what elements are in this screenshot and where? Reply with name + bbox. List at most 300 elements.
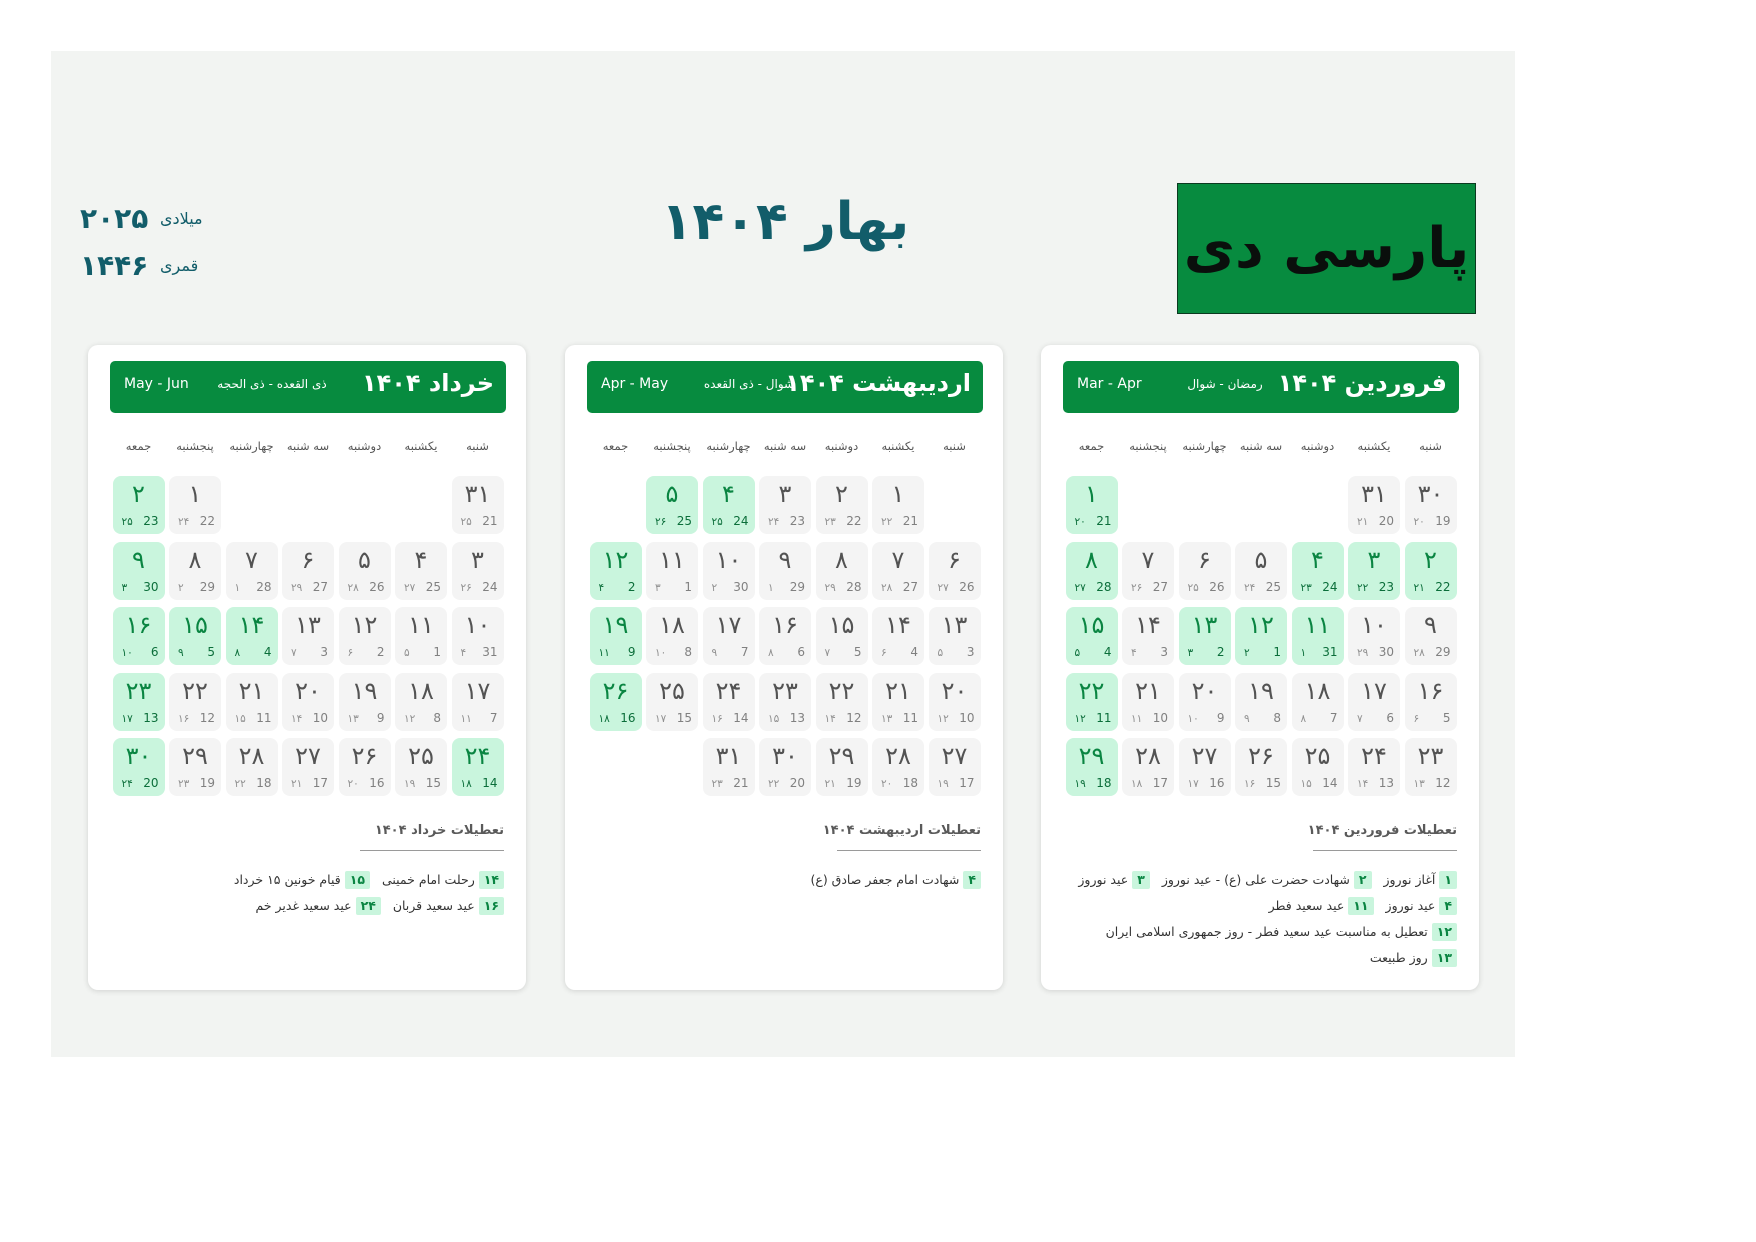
holiday-day-badge: ۱۱: [1348, 897, 1373, 915]
lunar-day: ۱۶: [178, 712, 190, 725]
gregorian-day: 29: [1435, 645, 1451, 659]
day-cell[interactable]: [759, 476, 811, 534]
persian-day: ۳: [1367, 545, 1381, 574]
lunar-day: ۳: [121, 581, 128, 594]
lunar-day: ۱۴: [291, 712, 303, 725]
holiday-day-badge: ۱۴: [479, 871, 504, 889]
persian-day: ۲۶: [1248, 742, 1274, 770]
day-cell-holiday[interactable]: [1405, 542, 1457, 600]
persian-day: ۲۰: [295, 676, 321, 705]
lunar-day: ۱۲: [1074, 712, 1086, 725]
gregorian-day: 4: [910, 645, 918, 659]
day-cell-holiday[interactable]: [1235, 607, 1287, 665]
lunar-day: ۲۶: [655, 516, 667, 528]
persian-day: ۶: [301, 545, 315, 574]
lunar-day: ۵: [1074, 647, 1081, 659]
persian-day: ۱۱: [1304, 611, 1331, 639]
day-cell-holiday[interactable]: [113, 673, 165, 731]
day-cell[interactable]: [1348, 476, 1400, 534]
day-cell-holiday[interactable]: [113, 542, 165, 600]
persian-day: ۲۷: [941, 742, 968, 770]
lunar-day: ۱۸: [460, 778, 472, 790]
persian-day: ۷: [891, 545, 905, 574]
day-cell[interactable]: [1235, 738, 1287, 796]
gregorian-day: 25: [425, 579, 441, 594]
lunar-day: ۲۰: [347, 778, 359, 790]
weekday-label: جمعه: [602, 439, 629, 453]
persian-day: ۲۱: [885, 676, 911, 705]
gregorian-day: 30: [143, 579, 159, 594]
day-cell[interactable]: [759, 607, 811, 665]
day-cell[interactable]: [226, 542, 278, 600]
day-cell[interactable]: [169, 542, 221, 600]
day-cell[interactable]: [452, 476, 504, 534]
holiday-item: [1386, 898, 1457, 913]
gregorian-day: 1: [1273, 645, 1281, 659]
lunar-day: ۱۳: [1413, 778, 1425, 790]
gregorian-day: 11: [256, 710, 272, 725]
weekday-header: [587, 435, 983, 459]
day-cell[interactable]: [872, 738, 924, 796]
day-cell[interactable]: [1122, 607, 1174, 665]
lunar-day: ۲۴: [121, 778, 133, 790]
month-name: خرداد ۱۴۰۴: [361, 369, 494, 397]
persian-day: ۱۵: [828, 611, 855, 639]
day-cell[interactable]: [452, 607, 504, 665]
gregorian-months: Apr - May: [601, 376, 669, 392]
day-cell[interactable]: [759, 542, 811, 600]
lunar-day: ۱۳: [347, 712, 359, 725]
day-cell[interactable]: [226, 738, 278, 796]
gregorian-day: 28: [846, 579, 862, 594]
holiday-item: [1269, 898, 1374, 913]
day-cell[interactable]: [226, 673, 278, 731]
day-cell[interactable]: [339, 738, 391, 796]
lunar-day: ۲۳: [178, 778, 190, 790]
day-cell[interactable]: [703, 542, 755, 600]
holiday-text: شهادت حضرت علی (ع) - عید نوروز: [1161, 872, 1350, 887]
day-cell[interactable]: [816, 476, 868, 534]
lunar-day: ۴: [598, 581, 605, 594]
persian-day: ۱۲: [1248, 611, 1274, 639]
day-cell-holiday[interactable]: [1066, 542, 1118, 600]
day-cell[interactable]: [339, 607, 391, 665]
day-cell[interactable]: [395, 738, 447, 796]
gregorian-day: 21: [902, 514, 918, 528]
lunar-months: شوال - ذی القعده: [703, 377, 795, 391]
lunar-day: ۱۷: [1187, 778, 1199, 790]
lunar-day: ۷: [1357, 712, 1363, 725]
day-cell[interactable]: [282, 673, 334, 731]
day-cell[interactable]: [646, 607, 698, 665]
lunar-day: ۲: [178, 581, 184, 594]
persian-day: ۲۵: [1304, 742, 1331, 770]
day-cell[interactable]: [703, 607, 755, 665]
holiday-item: [393, 898, 504, 913]
holiday-item: [1383, 872, 1457, 887]
lunar-day: ۲۷: [937, 581, 949, 594]
lunar-day: ۱۲: [404, 712, 416, 725]
lunar-day: ۶: [881, 647, 887, 659]
gregorian-day: 4: [263, 645, 272, 659]
persian-day: ۸: [188, 545, 202, 574]
holidays-divider: [360, 850, 504, 851]
day-cell[interactable]: [169, 476, 221, 534]
day-cell[interactable]: [1292, 673, 1344, 731]
persian-day: ۱۳: [1191, 611, 1218, 639]
gregorian-day: 1: [684, 579, 692, 594]
lunar-day: ۲: [711, 581, 718, 594]
day-cell[interactable]: [452, 542, 504, 600]
persian-day: ۲۲: [828, 676, 855, 705]
persian-day: ۲۵: [659, 676, 685, 705]
day-cell[interactable]: [929, 542, 981, 600]
day-cell[interactable]: [282, 542, 334, 600]
day-cell[interactable]: [395, 673, 447, 731]
persian-day: ۱۷: [464, 676, 491, 705]
lunar-day: ۱۵: [234, 712, 246, 725]
gregorian-day: 22: [199, 514, 215, 528]
holiday-day-badge: ۴: [963, 871, 981, 889]
day-cell-holiday[interactable]: [113, 738, 165, 796]
persian-day: ۱: [188, 480, 202, 508]
lunar-day: ۴: [460, 647, 467, 659]
day-cell-holiday[interactable]: [169, 607, 221, 665]
gregorian-day: 14: [482, 776, 498, 790]
lunar-day: ۶: [347, 647, 354, 659]
persian-day: ۴: [1311, 545, 1324, 574]
gregorian-day: 26: [369, 579, 385, 594]
day-cell[interactable]: [169, 673, 221, 731]
gregorian-day: 15: [425, 776, 441, 790]
gregorian-day: 16: [1209, 776, 1225, 790]
persian-day: ۲۶: [351, 742, 378, 770]
gregorian-day: 25: [1265, 579, 1281, 594]
gregorian-day: 15: [676, 710, 692, 725]
day-cell-holiday[interactable]: [452, 738, 504, 796]
day-cell[interactable]: [1405, 607, 1457, 665]
holiday-text: روز طبیعت: [1369, 950, 1428, 965]
lunar-day: ۷: [291, 647, 297, 659]
month-card-ordibehesht: [565, 345, 1003, 990]
day-cell-holiday[interactable]: [590, 607, 642, 665]
gregorian-day: 29: [199, 579, 215, 594]
day-cell[interactable]: [1292, 738, 1344, 796]
lunar-day: ۶: [1413, 712, 1420, 725]
day-cell[interactable]: [1405, 476, 1457, 534]
day-cell-holiday[interactable]: [590, 673, 642, 731]
lunar-day: ۲۲: [881, 516, 893, 528]
day-cell[interactable]: [282, 738, 334, 796]
day-cell[interactable]: [703, 738, 755, 796]
gregorian-day: 2: [1216, 645, 1225, 659]
persian-day: ۲۶: [602, 676, 629, 705]
gregorian-day: 5: [853, 645, 862, 659]
day-cell[interactable]: [816, 542, 868, 600]
holiday-text: عید نوروز: [1078, 872, 1129, 887]
holiday-day-badge: ۱۳: [1432, 949, 1457, 967]
lunar-day: ۲۷: [404, 581, 416, 594]
day-cell-holiday[interactable]: [1179, 607, 1231, 665]
day-cell[interactable]: [929, 607, 981, 665]
gregorian-day: 11: [1096, 710, 1112, 725]
day-cell[interactable]: [872, 673, 924, 731]
month-header: [1063, 361, 1459, 413]
day-cell-holiday[interactable]: [1066, 476, 1118, 534]
gregorian-day: 17: [1152, 776, 1168, 790]
lunar-months: رمضان - شوال: [1187, 377, 1263, 391]
lunar-day: ۱۰: [1187, 712, 1199, 725]
gregorian-day: 11: [902, 710, 918, 725]
lunar-day: ۱۹: [1074, 778, 1086, 790]
gregorian-day: 7: [489, 710, 498, 725]
day-cell-holiday[interactable]: [590, 542, 642, 600]
persian-day: ۳۱: [1361, 480, 1387, 508]
lunar-day: ۲۴: [178, 516, 190, 528]
day-cell[interactable]: [1179, 673, 1231, 731]
holiday-item: [255, 898, 380, 913]
persian-day: ۲۱: [1135, 676, 1161, 705]
weekday-label: جمعه: [125, 439, 152, 453]
gregorian-day: 20: [1378, 514, 1394, 528]
day-cell[interactable]: [282, 607, 334, 665]
persian-day: ۱۷: [1361, 676, 1387, 705]
persian-day: ۳۱: [464, 480, 491, 508]
lunar-day: ۱۱: [598, 647, 610, 659]
gregorian-day: 18: [256, 776, 272, 790]
gregorian-day: 2: [376, 645, 385, 659]
lunar-day: ۲۸: [1413, 647, 1425, 659]
gregorian-day: 17: [959, 776, 975, 790]
persian-day: ۱۶: [1417, 676, 1444, 705]
day-cell[interactable]: [1122, 542, 1174, 600]
lunar-day: ۱: [234, 581, 241, 594]
persian-day: ۱۴: [885, 611, 911, 639]
persian-day: ۲۴: [1361, 742, 1387, 770]
weekday-label: چهارشنبه: [1182, 439, 1227, 453]
day-cell-holiday[interactable]: [226, 607, 278, 665]
gregorian-day: 24: [1322, 579, 1338, 594]
weekday-label: سه شنبه: [286, 439, 330, 453]
lunar-day: ۵: [404, 647, 410, 659]
persian-day: ۶: [1198, 545, 1211, 574]
day-cell[interactable]: [872, 542, 924, 600]
day-cell[interactable]: [1405, 738, 1457, 796]
holiday-text: تعطیل به مناسبت عید سعید فطر - روز جمهوری اسلامی ایران: [1105, 924, 1428, 939]
day-cell[interactable]: [339, 542, 391, 600]
day-cell[interactable]: [395, 542, 447, 600]
gregorian-year-value: ۲۰۲۵: [80, 201, 149, 235]
day-cell[interactable]: [1235, 673, 1287, 731]
lunar-day: ۲۱: [291, 778, 303, 790]
gregorian-day: 17: [312, 776, 328, 790]
day-cell[interactable]: [929, 673, 981, 731]
day-cell[interactable]: [1179, 542, 1231, 600]
day-cell-holiday[interactable]: [1292, 542, 1344, 600]
persian-day: ۷: [245, 545, 258, 574]
day-cell[interactable]: [816, 673, 868, 731]
holiday-day-badge: ۴: [1439, 897, 1457, 915]
persian-day: ۸: [1085, 545, 1098, 574]
gregorian-day: 3: [1160, 645, 1168, 659]
lunar-day: ۲۰: [881, 778, 893, 790]
weekday-label: پنجشنبه: [1129, 439, 1167, 453]
lunar-day: ۱۱: [460, 712, 472, 725]
lunar-day: ۹: [178, 647, 184, 659]
day-cell[interactable]: [646, 542, 698, 600]
lunar-day: ۲۰: [1074, 516, 1086, 528]
lunar-day: ۲۵: [121, 516, 133, 528]
day-cell[interactable]: [395, 607, 447, 665]
gregorian-day: 26: [1209, 579, 1225, 594]
gregorian-day: 26: [959, 579, 975, 594]
day-cell-holiday[interactable]: [1066, 673, 1118, 731]
day-cell[interactable]: [759, 738, 811, 796]
lunar-day: ۱۹: [937, 778, 949, 790]
month-card-farvardin: [1041, 345, 1479, 990]
day-cell-holiday[interactable]: [1292, 607, 1344, 665]
gregorian-day: 24: [482, 579, 498, 594]
gregorian-day: 6: [1386, 710, 1394, 725]
weekday-label: سه شنبه: [1239, 439, 1283, 453]
holiday-text: عید سعید غدیر خم: [255, 898, 352, 913]
day-cell[interactable]: [1122, 673, 1174, 731]
day-cell-holiday[interactable]: [1066, 607, 1118, 665]
persian-day: ۲۰: [941, 676, 968, 705]
gregorian-day: 9: [627, 645, 636, 659]
gregorian-day: 19: [199, 776, 215, 790]
holiday-text: عید سعید قربان: [392, 898, 475, 913]
day-cell[interactable]: [759, 673, 811, 731]
gregorian-day: 22: [1435, 579, 1451, 594]
lunar-day: ۳: [1187, 647, 1194, 659]
gregorian-day: 5: [1442, 710, 1451, 725]
gregorian-day: 23: [1378, 579, 1394, 594]
persian-day: ۱: [1085, 480, 1098, 508]
lunar-day: ۷: [824, 647, 831, 659]
weekday-label: یکشنبه: [404, 439, 438, 453]
holidays-divider: [1313, 850, 1457, 851]
persian-day: ۲۷: [1191, 742, 1218, 770]
day-cell[interactable]: [1348, 607, 1400, 665]
day-cell-holiday[interactable]: [646, 476, 698, 534]
gregorian-day: 8: [684, 645, 692, 659]
month-name: فروردین ۱۴۰۴: [1277, 369, 1447, 397]
day-cell-holiday[interactable]: [1348, 542, 1400, 600]
gregorian-day: 4: [1103, 645, 1112, 659]
day-cell[interactable]: [452, 673, 504, 731]
weekday-label: شنبه: [466, 439, 489, 453]
day-cell[interactable]: [872, 476, 924, 534]
gregorian-day: 3: [966, 645, 975, 659]
brand-logo: [1177, 183, 1476, 314]
lunar-day: ۱۶: [1244, 778, 1256, 790]
persian-day: ۲۴: [464, 742, 491, 770]
day-cell-holiday[interactable]: [1066, 738, 1118, 796]
holidays-title: تعطیلات خرداد ۱۴۰۴: [374, 823, 504, 838]
month-card-khordad: [88, 345, 526, 990]
persian-day: ۴: [414, 545, 428, 574]
persian-day: ۱۱: [659, 545, 685, 574]
day-cell[interactable]: [929, 738, 981, 796]
day-cell[interactable]: [1122, 738, 1174, 796]
gregorian-day: 1: [433, 645, 441, 659]
day-cell[interactable]: [646, 673, 698, 731]
gregorian-day: 14: [733, 710, 749, 725]
gregorian-day: 3: [320, 645, 328, 659]
gregorian-day: 6: [150, 645, 159, 659]
gregorian-day: 19: [846, 776, 862, 790]
day-cell[interactable]: [816, 738, 868, 796]
day-cell[interactable]: [1348, 738, 1400, 796]
brand-name: پارسی دی: [1183, 216, 1470, 281]
day-cell[interactable]: [872, 607, 924, 665]
persian-day: ۱: [891, 480, 905, 508]
persian-day: ۲۹: [828, 742, 855, 770]
lunar-day: ۲۴: [768, 516, 780, 528]
persian-day: ۳۰: [125, 742, 152, 770]
lunar-day: ۲۸: [347, 581, 359, 594]
day-cell[interactable]: [1179, 738, 1231, 796]
persian-day: ۱۹: [351, 676, 378, 705]
day-cell[interactable]: [339, 673, 391, 731]
lunar-day: ۱: [1300, 647, 1307, 659]
gregorian-day: 13: [789, 710, 805, 725]
gregorian-day: 22: [846, 514, 862, 528]
lunar-year-label: قمری: [160, 255, 199, 275]
lunar-day: ۲۶: [1131, 581, 1143, 594]
day-cell-holiday[interactable]: [703, 476, 755, 534]
gregorian-day: 9: [376, 710, 385, 725]
lunar-day: ۲۳: [711, 778, 723, 790]
day-cell[interactable]: [816, 607, 868, 665]
day-cell[interactable]: [169, 738, 221, 796]
gregorian-day: 7: [1329, 710, 1338, 725]
lunar-day: ۲۲: [768, 778, 780, 790]
lunar-day: ۲۹: [291, 581, 303, 594]
lunar-day: ۲۱: [1357, 516, 1369, 528]
lunar-day: ۱۱: [1131, 712, 1143, 725]
lunar-day: ۲: [1244, 647, 1250, 659]
persian-day: ۲۳: [125, 676, 152, 705]
day-cell-holiday[interactable]: [113, 476, 165, 534]
gregorian-day: 14: [1322, 776, 1338, 790]
day-cell[interactable]: [1405, 673, 1457, 731]
holiday-day-badge: ۲۴: [356, 897, 381, 915]
day-cell[interactable]: [703, 673, 755, 731]
lunar-day: ۱۶: [711, 712, 723, 725]
persian-day: ۲۸: [885, 742, 911, 770]
lunar-day: ۲۳: [824, 516, 836, 528]
gregorian-day: 29: [789, 579, 805, 594]
lunar-day: ۱۷: [655, 712, 667, 725]
holiday-item: [1162, 872, 1372, 887]
holiday-day-badge: ۲: [1354, 871, 1372, 889]
persian-day: ۱۰: [1361, 611, 1387, 639]
gregorian-day: 6: [797, 645, 805, 659]
persian-day: ۲۸: [1135, 742, 1161, 770]
holiday-day-badge: ۱۲: [1432, 923, 1457, 941]
gregorian-day: 18: [902, 776, 918, 790]
persian-day: ۸: [835, 545, 848, 574]
lunar-day: ۲۵: [711, 516, 723, 528]
day-cell-holiday[interactable]: [113, 607, 165, 665]
gregorian-day: 13: [143, 710, 159, 725]
lunar-day: ۳: [655, 581, 661, 594]
lunar-day: ۲۷: [1074, 581, 1086, 594]
day-cell[interactable]: [1235, 542, 1287, 600]
day-cell[interactable]: [1348, 673, 1400, 731]
